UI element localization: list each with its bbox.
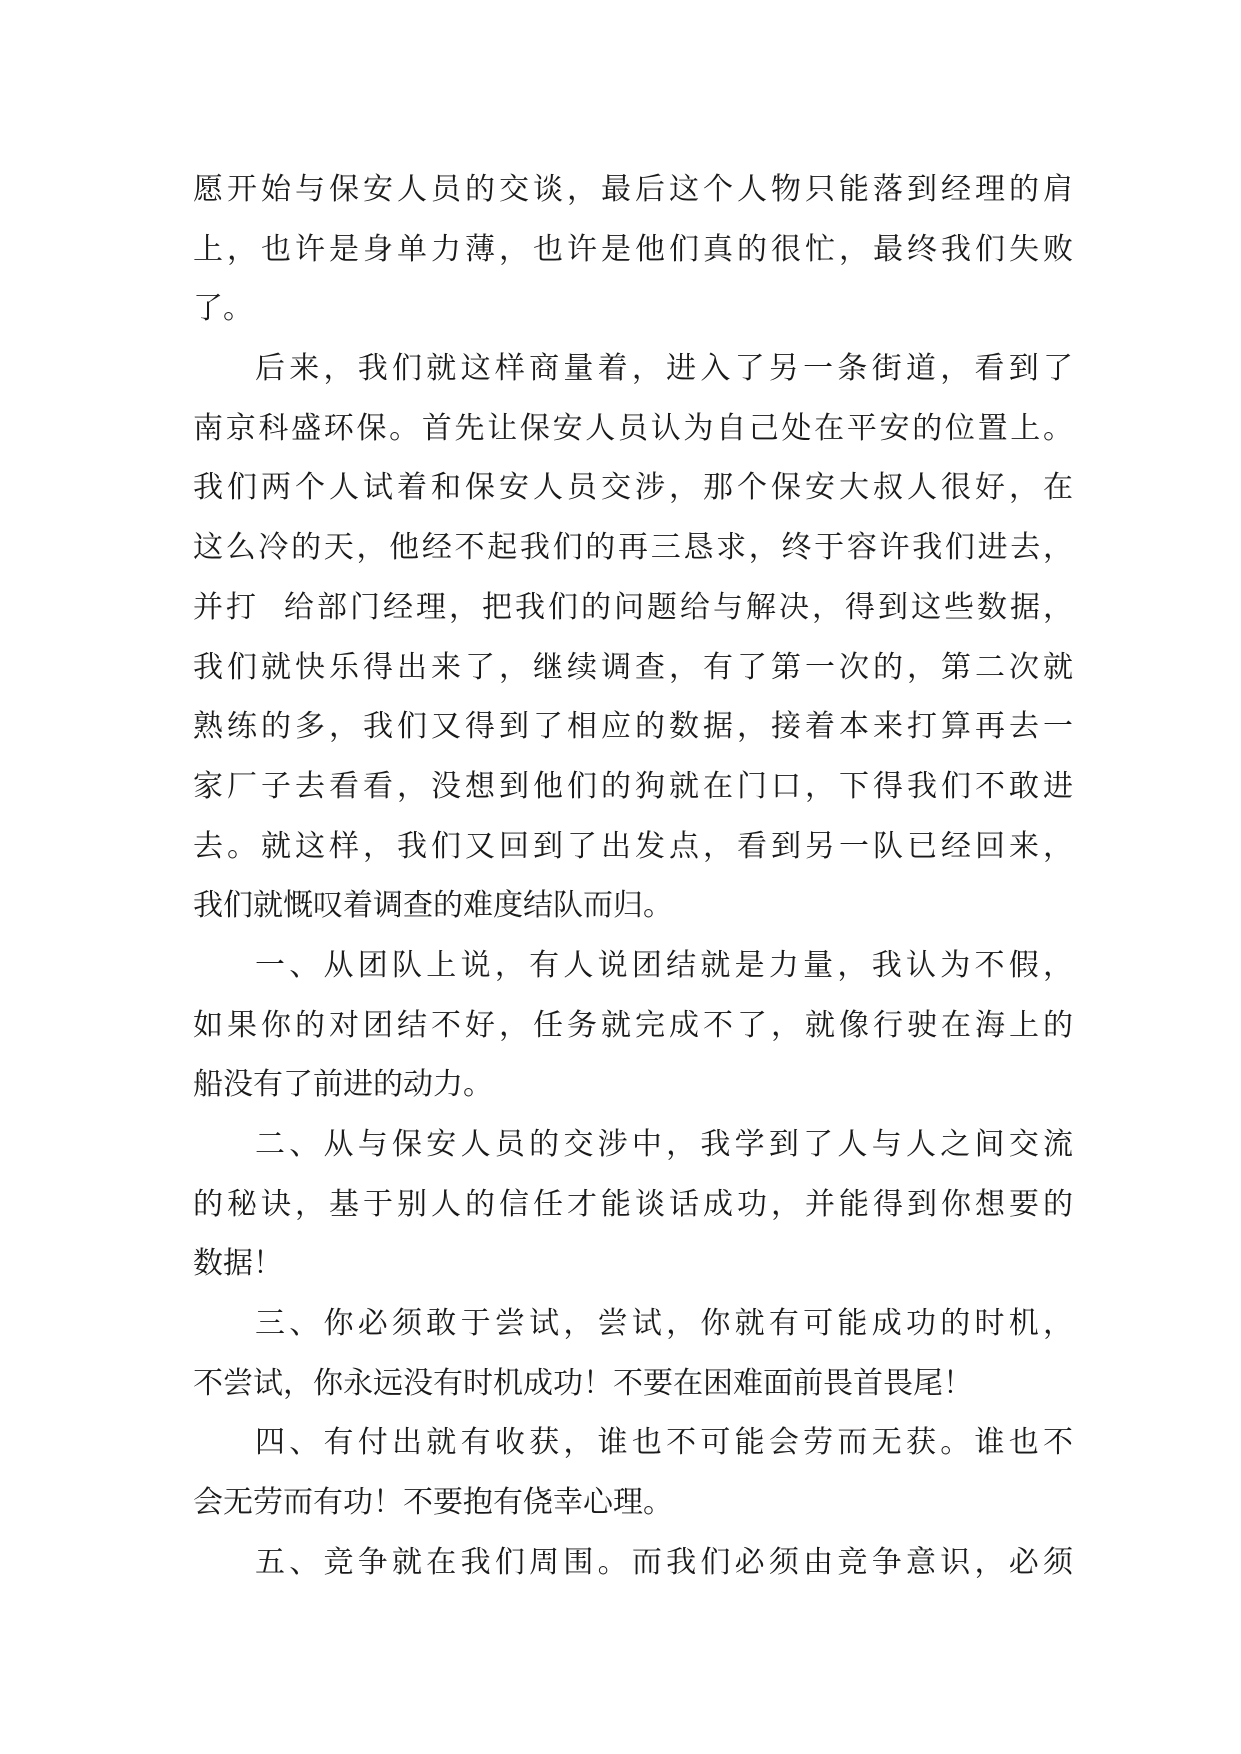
text-line: 后来，我们就这样商量着，进入了另一条街道，看到了	[255, 351, 1073, 387]
text-line: 五、竞争就在我们周围。而我们必须由竞争意识，必须	[255, 1544, 1073, 1580]
text-line: 熟练的多，我们又得到了相应的数据，接着本来打算再去一	[193, 709, 1073, 745]
text-line: 南京科盛环保。首先让保安人员认为自己处在平安的位置上。	[193, 410, 1073, 446]
text-line: 船没有了前进的动力。	[193, 1067, 493, 1103]
text-line: 我们两个人试着和保安人员交涉，那个保安大叔人很好，在	[193, 470, 1073, 506]
text-line: 四、有付出就有收获，谁也不可能会劳而无获。谁也不	[255, 1425, 1073, 1461]
text-line: 一、从团队上说，有人说团结就是力量，我认为不假，	[255, 947, 1073, 983]
text-line: 了。	[193, 291, 253, 327]
text-line: 这么冷的天，他经不起我们的再三恳求，终于容许我们进去，	[193, 530, 1073, 566]
text-line: 上，也许是身单力薄，也许是他们真的很忙，最终我们失败	[193, 231, 1073, 267]
text-line: 并打 给部门经理，把我们的问题给与解决，得到这些数据，	[193, 589, 1073, 625]
body-text	[193, 160, 1073, 1593]
text-line: 如果你的对团结不好，任务就完成不了，就像行驶在海上的	[193, 1007, 1073, 1043]
text-line: 会无劳而有功！不要抱有侥幸心理。	[193, 1485, 673, 1521]
text-line: 二、从与保安人员的交涉中，我学到了人与人之间交流	[255, 1127, 1073, 1162]
text-line: 愿开始与保安人员的交谈，最后这个人物只能落到经理的肩	[193, 172, 1073, 207]
text-line: 三、你必须敢于尝试，尝试，你就有可能成功的时机，	[255, 1306, 1073, 1342]
text-line: 不尝试，你永远没有时机成功！不要在困难面前畏首畏尾！	[193, 1365, 973, 1401]
text-line: 我们就快乐得出来了，继续调查，有了第一次的，第二次就	[193, 649, 1073, 685]
text-line: 我们就慨叹着调查的难度结队而归。	[193, 888, 673, 924]
text-line: 去。就这样，我们又回到了出发点，看到另一队已经回来，	[193, 828, 1073, 864]
text-line: 数据！	[193, 1246, 283, 1282]
text-line: 家厂子去看看，没想到他们的狗就在门口，下得我们不敢进	[193, 768, 1073, 804]
text-line: 的秘诀，基于别人的信任才能谈话成功，并能得到你想要的	[193, 1186, 1073, 1222]
